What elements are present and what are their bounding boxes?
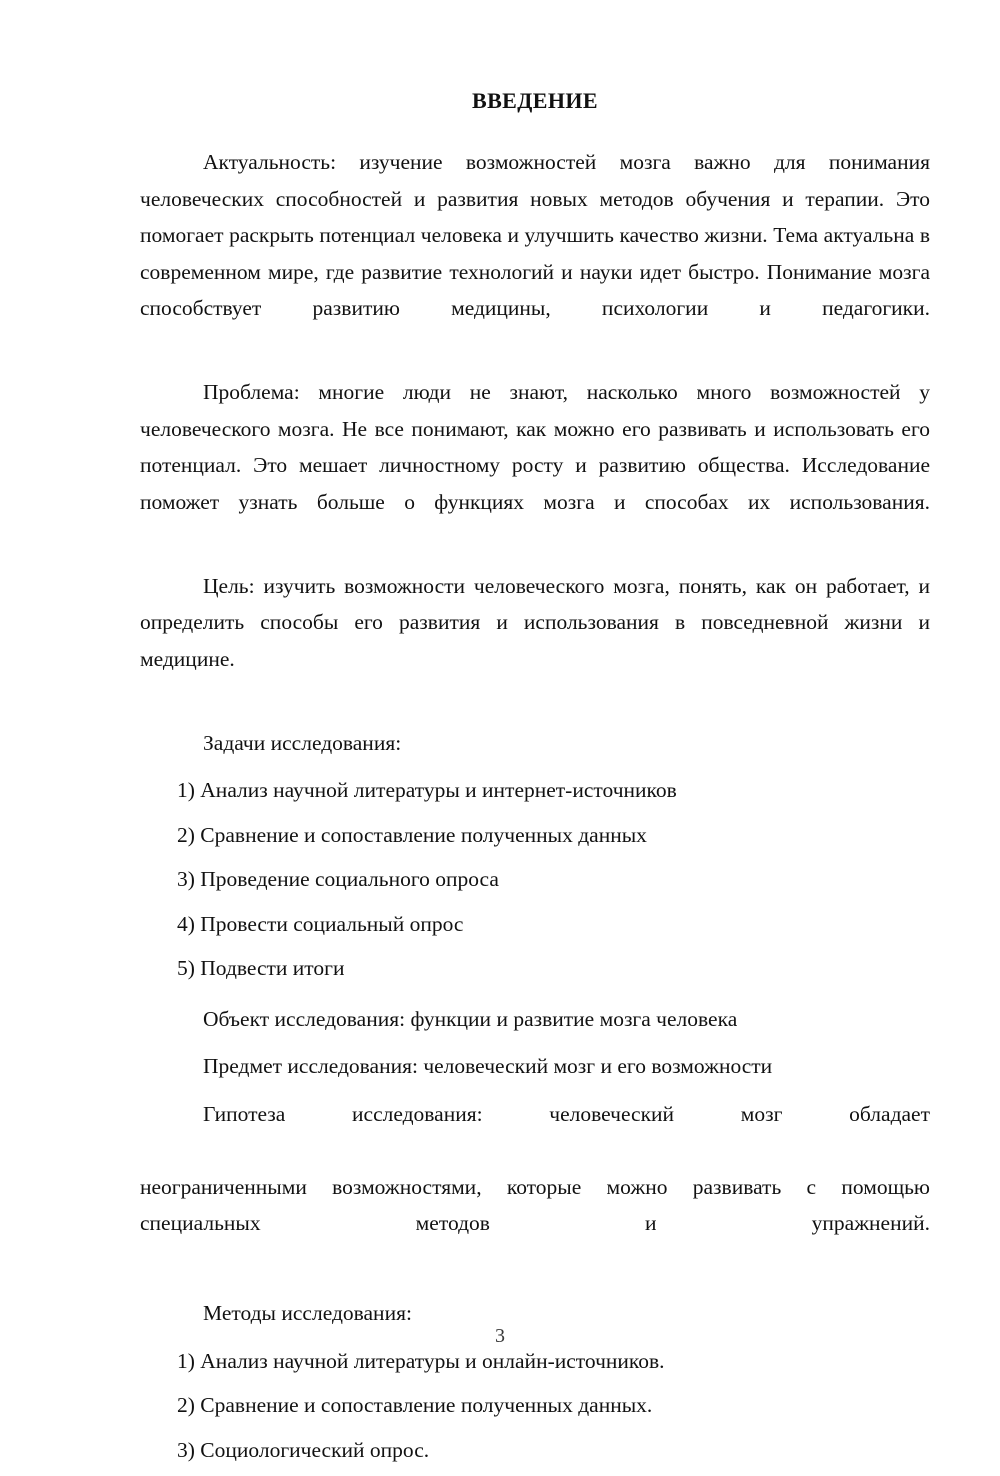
list-item: 1) Анализ научной литературы и онлайн-источников. [177,1348,665,1373]
page-title: ВВЕДЕНИЕ [472,88,598,113]
tasks-list [140,772,930,987]
methods-heading: Методы исследования: [203,1301,412,1326]
paragraph-problem: Проблема: многие люди не знают, насколько много возможностей у человеческого мозга. Не все понимают, как можно его развивать и использовать его потенциал. Это мешает личностному росту и развитию общества. Исследование поможет узнать больше о функциях мозга и способах их использования. [140,380,930,514]
paragraph-hypothesis [140,1096,930,1279]
list-item: 3) Социологический опрос. [177,1437,430,1462]
list-item: 1) Анализ научной литературы и интернет-источников [177,778,677,803]
paragraph-relevance: Актуальность: изучение возможностей мозга важно для понимания человеческих способностей и развития новых методов обучения и терапии. Это помогает раскрыть потенциал человека и улучшить качество жизни. Тема актуальна в современном мире, где развитие технологий и науки идет быстро. Понимание мозга способствует развитию медицины, психологии и педагогики. [140,150,930,321]
object-of-research-line: Объект исследования: функции и развитие мозга человека [203,1006,738,1031]
document-content [140,88,930,1476]
hypothesis-rest: неограниченными возможностями, которые можно развивать с помощью специальных методов и упражнений. [140,1174,930,1236]
hypothesis-first-line: Гипотеза исследования: человеческий мозг обладает [203,1101,930,1126]
list-item: 2) Сравнение и сопоставление полученных данных [177,822,647,847]
tasks-heading: Задачи исследования: [203,730,402,755]
list-item: 5) Подвести итоги [177,956,345,981]
list-item: 4) Провести социальный опрос [177,911,464,936]
paragraph-goal: Цель: изучить возможности человеческого мозга, понять, как он работает, и определить способы его развития и использования в повседневной жизни и медицине. [140,573,930,671]
list-item: 2) Сравнение и сопоставление полученных данных. [177,1393,653,1418]
list-item: 3) Проведение социального опроса [177,867,499,892]
subject-of-research-line: Предмет исследования: человеческий мозг и его возможности [203,1054,773,1079]
methods-list [140,1343,930,1469]
page-number: 3 [495,1325,505,1347]
